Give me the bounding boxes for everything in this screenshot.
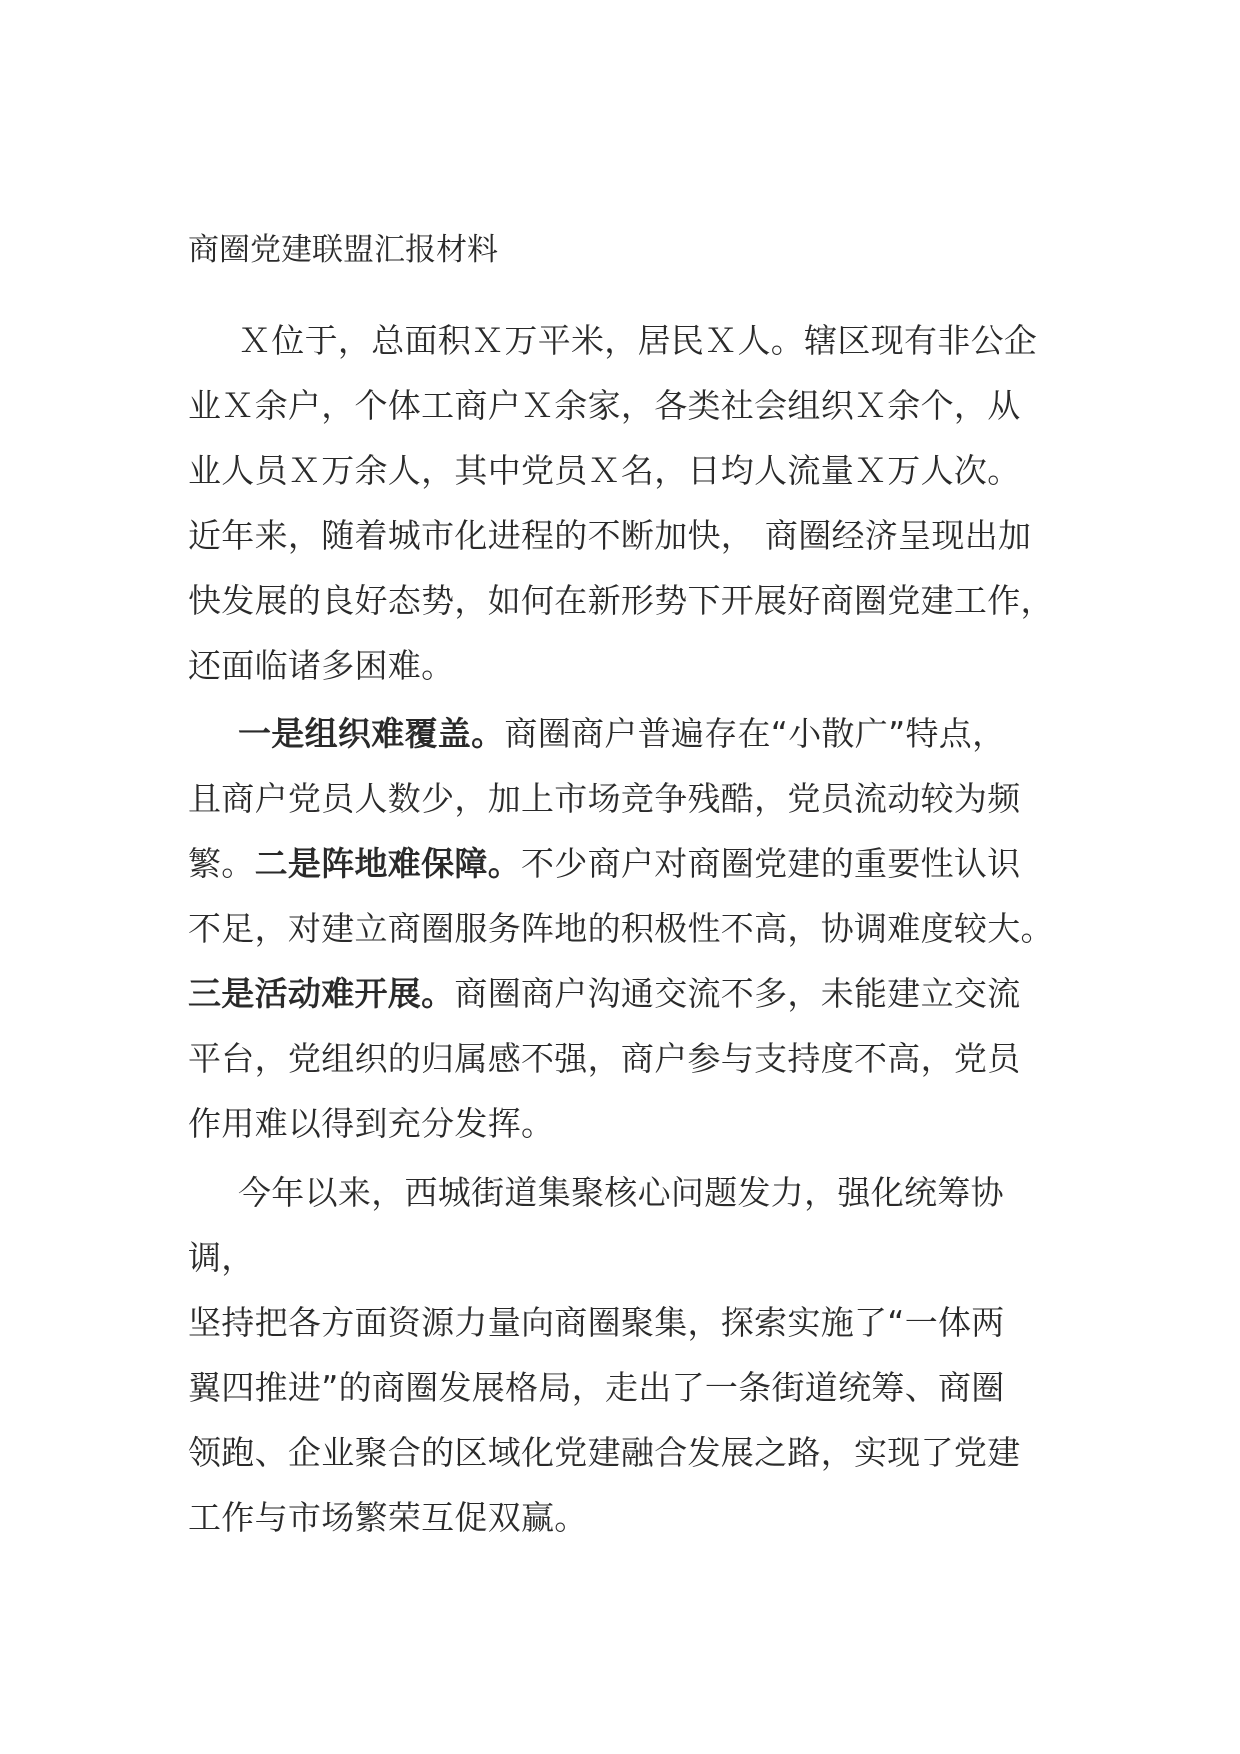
difficulty-heading-activities: 三是活动难开展。: [188, 974, 455, 1013]
difficulty-text-activities: 商圈商户沟通交流不多，未能建立交流 平台，党组织的归属感不强，商户参与支持度不高，党员 作用难以得到充分发挥。: [188, 974, 1021, 1143]
paragraph-difficulties: [188, 701, 1058, 1156]
difficulty-text-venue: 不少商户对商圈党建的重要性认识 不足，对建立商圈服务阵地的积极性不高，协调难度较大。: [188, 844, 1054, 948]
difficulty-heading-venue: 二是阵地难保障。: [254, 844, 522, 883]
paragraph-overview: [188, 308, 1058, 698]
difficulty-text-organization: 商圈商户普遍存在“小散广”特点， 且商户党员人数少，加上市场竞争残酷，党员流动较为频 繁。: [188, 714, 1021, 883]
paragraph-progress-text: 今年以来，西城街道集聚核心问题发力，强化统筹协调， 坚持把各方面资源力量向商圈聚集，探索实施了“一体两 翼四推进”的商圈发展格局，走出了一条街道统筹、商圈 领跑、企业聚合的区域化党建融合发展之路，实现了党建 工作与市场繁荣互促双赢。: [188, 1173, 1021, 1537]
document-title: 商圈党建联盟汇报材料: [188, 232, 498, 268]
difficulty-heading-organization: 一是组织难覆盖。: [238, 714, 505, 753]
paragraph-overview-text: Ｘ位于，总面积Ｘ万平米，居民Ｘ人。辖区现有非公企 业Ｘ余户，个体工商户Ｘ余家，各类社会组织Ｘ余个，从 业人员Ｘ万余人，其中党员Ｘ名，日均人流量Ｘ万人次。 近年来，随着城市化进程的不断加快， 商圈经济呈现出加 快发展的良好态势，如何在新形势下开展好商圈党建工作， 还面临诸多困难。: [188, 321, 1054, 685]
paragraph-progress: [188, 1160, 1058, 1550]
